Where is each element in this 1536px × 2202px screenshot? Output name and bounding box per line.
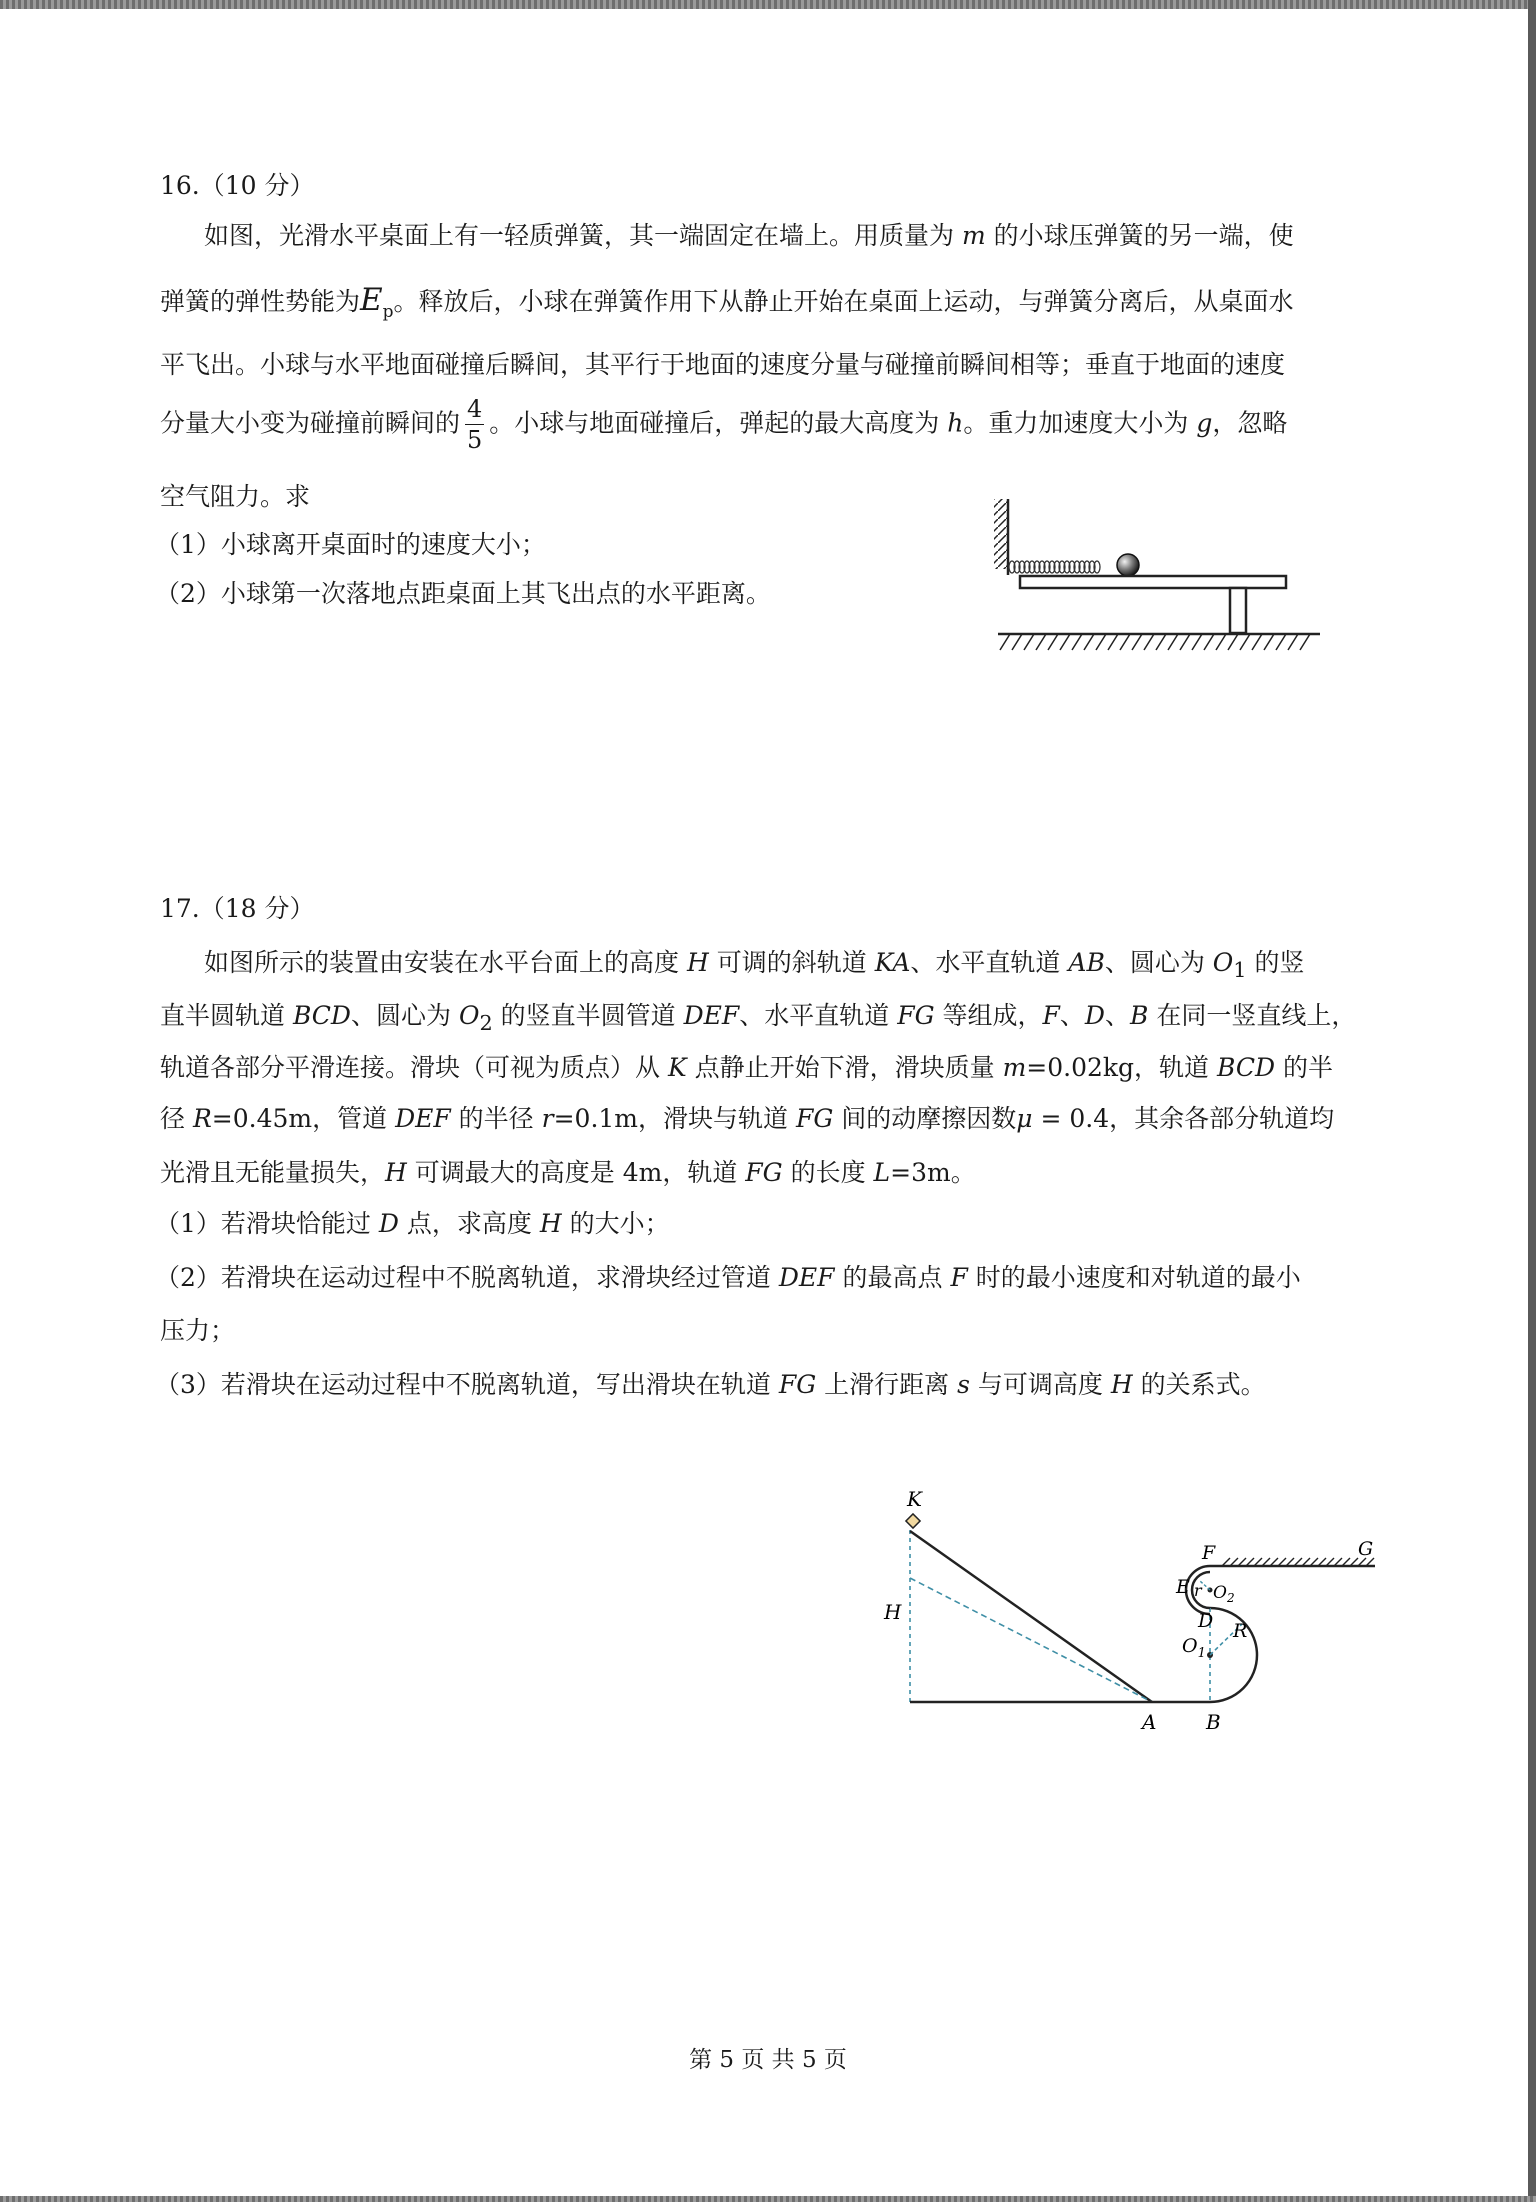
label-h: H: [884, 1600, 902, 1624]
page-footer: 第 5 页 共 5 页: [689, 2047, 847, 2073]
label-k: K: [907, 1487, 922, 1511]
q17-line-3: 轨道各部分平滑连接。滑块（可视为质点）从 K 点静止开始下滑，滑块质量 m=0.02kg，轨道 BCD 的半: [160, 1053, 1333, 1082]
right-border: [1528, 0, 1536, 2202]
q17-part-3: （3）若滑块在运动过程中不脱离轨道，写出滑块在轨道 FG 上滑行距离 s 与可调高度 H 的关系式。: [155, 1370, 1266, 1399]
label-d: D: [1198, 1610, 1214, 1632]
k-marker: [906, 1514, 920, 1528]
q16-line-5: 空气阻力。求: [160, 482, 311, 511]
q16-header: 16.（10 分）: [160, 171, 315, 200]
ground-hatch: [1000, 634, 1310, 650]
label-r-small: r: [1194, 1581, 1202, 1600]
label-r-big: R: [1233, 1620, 1248, 1642]
label-g: G: [1358, 1538, 1374, 1560]
label-a: A: [1142, 1710, 1157, 1734]
ep-symbol: $E_p$: [360, 282, 394, 323]
q17-header: 17.（18 分）: [160, 894, 315, 923]
q17-figure: [880, 1485, 1400, 1735]
spring: [1009, 561, 1100, 573]
q16-figure: [990, 495, 1330, 665]
label-f: F: [1202, 1542, 1216, 1564]
table-leg: [1230, 588, 1246, 633]
q17-line-1: 如图所示的装置由安装在水平台面上的高度 H 可调的斜轨道 KA、水平直轨道 AB、圆心为 $O_1$ 的竖: [204, 948, 1305, 982]
q17-line-4: 径 R=0.45m，管道 DEF 的半径 r=0.1m，滑块与轨道 FG 间的动摩擦因数μ = 0.4，其余各部分轨道均: [160, 1104, 1335, 1133]
fraction-4-5: $\frac{4}{5}$: [467, 395, 483, 455]
q16-line-4: 分量大小变为碰撞前瞬间的 $\frac{4}{5}$ 。小球与地面碰撞后，弹起的最大高度为 h。重力加速度大小为 g，忽略: [160, 395, 1288, 455]
label-e: E: [1176, 1576, 1190, 1598]
bottom-border: [0, 2196, 1536, 2202]
ball: [1117, 554, 1139, 576]
top-border: [0, 0, 1536, 9]
q16-part-1: （1）小球离开桌面时的速度大小；: [155, 530, 546, 559]
q16-line-2: 弹簧的弹性势能为$E_p$。释放后，小球在弹簧作用下从静止开始在桌面上运动，与弹簧分离后，从桌面水: [160, 282, 1294, 323]
q17-part-2-cont: 压力；: [160, 1316, 236, 1345]
q17-line-2: 直半圆轨道 BCD、圆心为 $O_2$ 的竖直半圆管道 DEF、水平直轨道 FG 等组成，F、D、B 在同一竖直线上，: [160, 1001, 1357, 1035]
q17-line-5: 光滑且无能量损失，H 可调最大的高度是 4m，轨道 FG 的长度 L=3m。: [160, 1158, 976, 1187]
table-top: [1020, 576, 1286, 588]
q16-line-3: 平飞出。小球与水平地面碰撞后瞬间，其平行于地面的速度分量与碰撞前瞬间相等；垂直于地面的速度: [160, 350, 1286, 379]
q17-part-1: （1）若滑块恰能过 D 点，求高度 H 的大小；: [155, 1209, 670, 1238]
q16-line-1: 如图，光滑水平桌面上有一轻质弹簧，其一端固定在墙上。用质量为 m 的小球压弹簧的另一端，使: [204, 221, 1294, 250]
incline-ka: [910, 1531, 1152, 1702]
q16-part-2: （2）小球第一次落地点距桌面上其飞出点的水平距离。: [155, 579, 771, 608]
wall-hatch: [994, 499, 1008, 569]
incline-dashed: [910, 1578, 1152, 1702]
label-o1: $O_1$: [1182, 1635, 1206, 1661]
label-b: B: [1206, 1710, 1221, 1734]
label-o2: $O_2$: [1213, 1583, 1235, 1605]
q17-part-2: （2）若滑块在运动过程中不脱离轨道，求滑块经过管道 DEF 的最高点 F 时的最小速度和对轨道的最小: [155, 1263, 1301, 1292]
